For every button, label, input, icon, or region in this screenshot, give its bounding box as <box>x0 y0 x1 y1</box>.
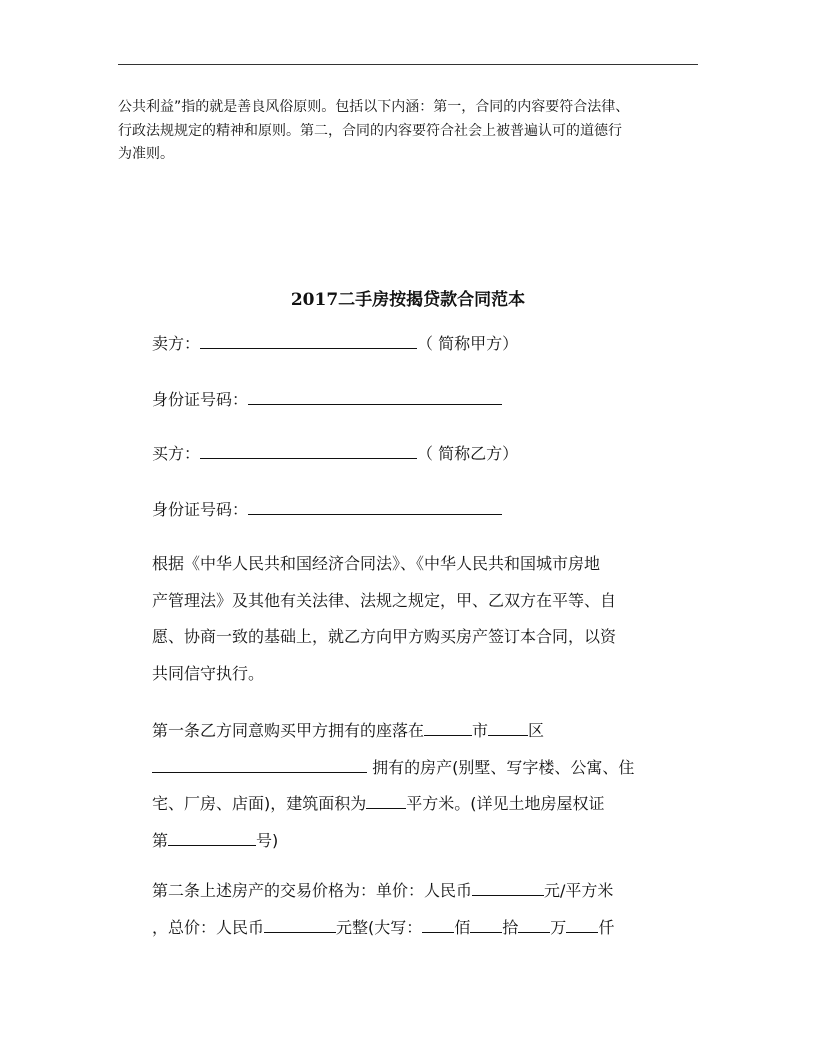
address-blank <box>152 757 367 773</box>
article-1-line <box>152 750 697 787</box>
top-paragraph-line: 行政法规规定的精神和原则。第二，合同的内容要符合社会上被普遍认可的道德行 <box>118 122 622 139</box>
certificate-number-blank <box>168 830 256 846</box>
unit-price-blank <box>472 880 544 896</box>
article-1-text: 区 <box>528 721 545 740</box>
article-1-text: 第一条乙方同意购买甲方拥有的座落在 <box>152 721 425 740</box>
seller-id-line <box>152 389 502 411</box>
article-2-text: 拾 <box>502 917 519 937</box>
intro-line: 共同信守执行。 <box>152 663 265 683</box>
article-1-text: 市 <box>472 721 489 740</box>
thousands-blank <box>566 917 598 933</box>
article-2-text: 元/平方米 <box>544 881 614 900</box>
seller-suffix: （ 简称甲方） <box>417 334 519 353</box>
seller-name-blank <box>200 333 417 349</box>
intro-line: 产管理法》及其他有关法律、法规之规定，甲、乙双方在平等、自 <box>152 590 617 610</box>
city-blank <box>424 720 472 736</box>
top-paragraph-line: 为准则。 <box>118 146 174 162</box>
seller-id-blank <box>248 389 502 405</box>
intro-line: 愿、协商一致的基础上，就乙方向甲方购买房产签订本合同，以资 <box>152 627 617 646</box>
top-paragraph-line: 公共利益”指的就是善良风俗原则。包括以下内涵：第一，合同的内容要符合法律、 <box>118 99 630 115</box>
article-1-text: 第 <box>152 830 169 850</box>
document-title: 2017二手房按揭贷款合同范本 <box>290 290 526 310</box>
article-1 <box>152 713 697 859</box>
district-blank <box>488 720 528 736</box>
area-blank <box>366 793 406 809</box>
article-2-text: 第二条上述房产的交易价格为：单价：人民币 <box>152 881 473 900</box>
seller-line <box>152 333 518 355</box>
header-rule <box>118 64 698 65</box>
article-2-text: 万 <box>550 917 567 937</box>
article-1-text: 号) <box>256 830 279 850</box>
seller-id-label: 身份证号码： <box>152 390 249 409</box>
article-2-text: ，总价：人民币 <box>152 917 265 937</box>
article-2-text: 元整(大写： <box>336 917 423 937</box>
tens-blank <box>470 917 502 933</box>
article-2 <box>152 873 697 946</box>
buyer-suffix: （ 简称乙方） <box>417 444 519 463</box>
article-2-text: 仟 <box>598 917 615 937</box>
ten-thousands-blank <box>518 917 550 933</box>
article-1-text: 宅、厂房、店面)，建筑面积为 <box>152 794 367 813</box>
buyer-id-line <box>152 499 502 521</box>
article-1-line <box>152 823 697 860</box>
article-2-text: 佰 <box>454 917 471 937</box>
intro-line: 根据《中华人民共和国经济合同法》、《中华人民共和国城市房地 <box>152 554 601 573</box>
buyer-label: 买方： <box>152 444 201 463</box>
article-1-line <box>152 713 697 750</box>
buyer-line <box>152 443 518 465</box>
article-1-line <box>152 786 697 823</box>
hundreds-blank <box>422 917 454 933</box>
seller-label: 卖方： <box>152 334 201 353</box>
article-1-text: 平方米。(详见土地房屋权证 <box>406 794 605 813</box>
buyer-id-blank <box>248 499 502 515</box>
total-price-blank <box>264 917 336 933</box>
top-paragraph <box>118 96 703 167</box>
article-1-text: 拥有的房产(别墅、写字楼、公寓、住 <box>367 757 635 777</box>
article-2-line <box>152 910 697 947</box>
buyer-name-blank <box>200 443 417 459</box>
intro-paragraph <box>152 546 697 692</box>
article-2-line <box>152 873 697 910</box>
buyer-id-label: 身份证号码： <box>152 500 249 519</box>
